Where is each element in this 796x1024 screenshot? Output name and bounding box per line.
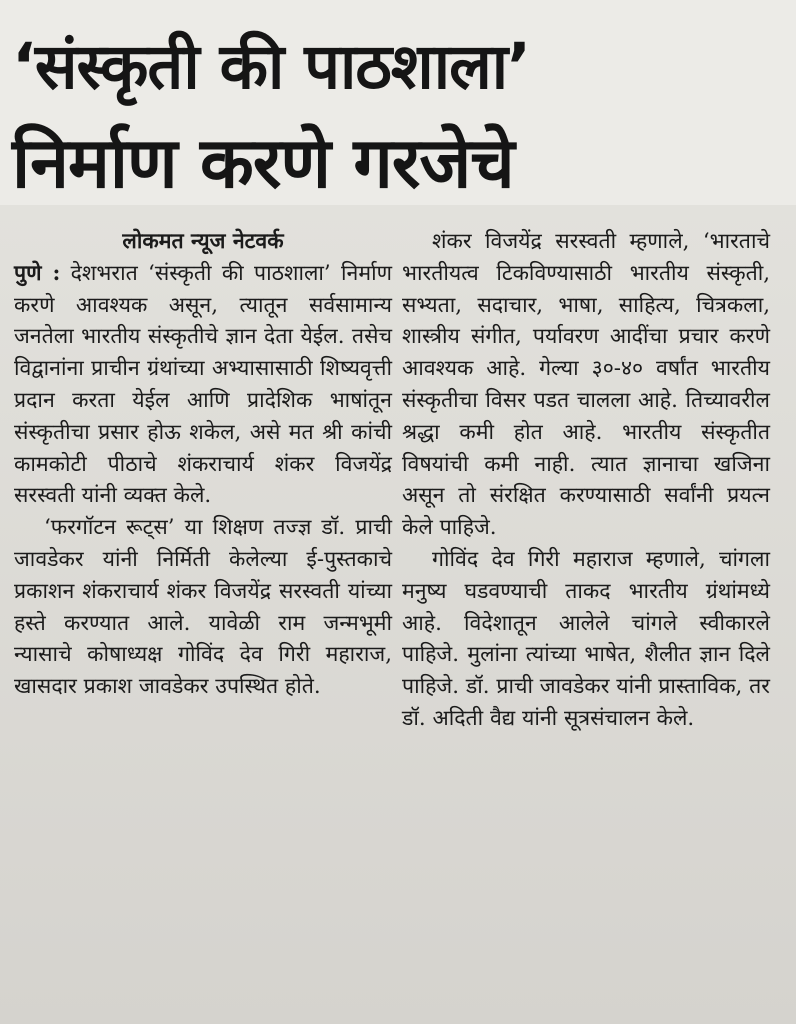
right-paragraph-2: गोविंद देव गिरी महाराज म्हणाले, चांगला मनुष्य घडवण्याची ताकद भारतीय ग्रंथांमध्ये आहे. विदेशातून आलेले चांगले स्वीकारले पाहिजे. मुलांना त्यांच्या भाषेत, शैलीत ज्ञान दिले पाहिजे. डॉ. प्राची जावडेकर यांनी प्रास्ताविक, तर डॉ. अदिती वैद्य यांनी सूत्रसंचालन केले. <box>402 546 770 731</box>
left-paragraph-1-text: देशभरात ‘संस्कृती की पाठशाला’ निर्माण करणे आवश्यक असून, त्यातून सर्वसामान्य जनतेला भारतीय संस्कृतीचे ज्ञान देता येईल. तसेच विद्वानांना प्राचीन ग्रंथांच्या अभ्यासासाठी शिष्यवृत्ती प्रदान करता येईल आणि प्रादेशिक भाषांतून संस्कृतीचा प्रसार होऊ शकेल, असे मत श्री कांची कामकोटी पीठाचे शंकराचार्य शंकर विजयेंद्र सरस्वती यांनी व्यक्त केले. <box>14 260 392 509</box>
left-paragraph-2: ‘फरगॉटन रूट्स’ या शिक्षण तज्ज्ञ डॉ. प्राची जावडेकर यांनी निर्मिती केलेल्या ई-पुस्तकाचे प्रकाशन शंकराचार्य शंकर विजयेंद्र सरस्वती यांच्या हस्ते करण्यात आले. यावेळी राम जन्मभूमी न्यासाचे कोषाध्यक्ष गोविंद देव गिरी महाराज, खासदार प्रकाश जावडेकर उपस्थित होते. <box>14 515 392 700</box>
headline-line-2: निर्माण करणे गरजेचे <box>12 122 514 204</box>
dateline: पुणे : <box>14 260 61 286</box>
left-paragraph-1 <box>14 258 392 512</box>
byline: लोकमत न्यूज नेटवर्क <box>122 229 284 254</box>
headline-line-1: ‘संस्कृती की पाठशाला’ <box>12 30 531 103</box>
right-paragraph-1: शंकर विजयेंद्र सरस्वती म्हणाले, ‘भारताचे भारतीयत्व टिकविण्यासाठी भारतीय संस्कृती, सभ्यता, सदाचार, भाषा, साहित्य, चित्रकला, शास्त्रीय संगीत, पर्यावरण आदींचा प्रचार करणे आवश्यक आहे. गेल्या ३०-४० वर्षांत भारतीय संस्कृतीचा विसर पडत चालला आहे. तिच्यावरील श्रद्धा कमी होत आहे. भारतीय संस्कृतीत विषयांची कमी नाही. त्यात ज्ञानाचा खजिना असून तो संरक्षित करण्यासाठी सर्वांनी प्रयत्न केले पाहिजे. <box>402 229 770 541</box>
left-column <box>14 226 392 703</box>
right-column <box>402 226 770 735</box>
headline-block <box>0 0 796 205</box>
